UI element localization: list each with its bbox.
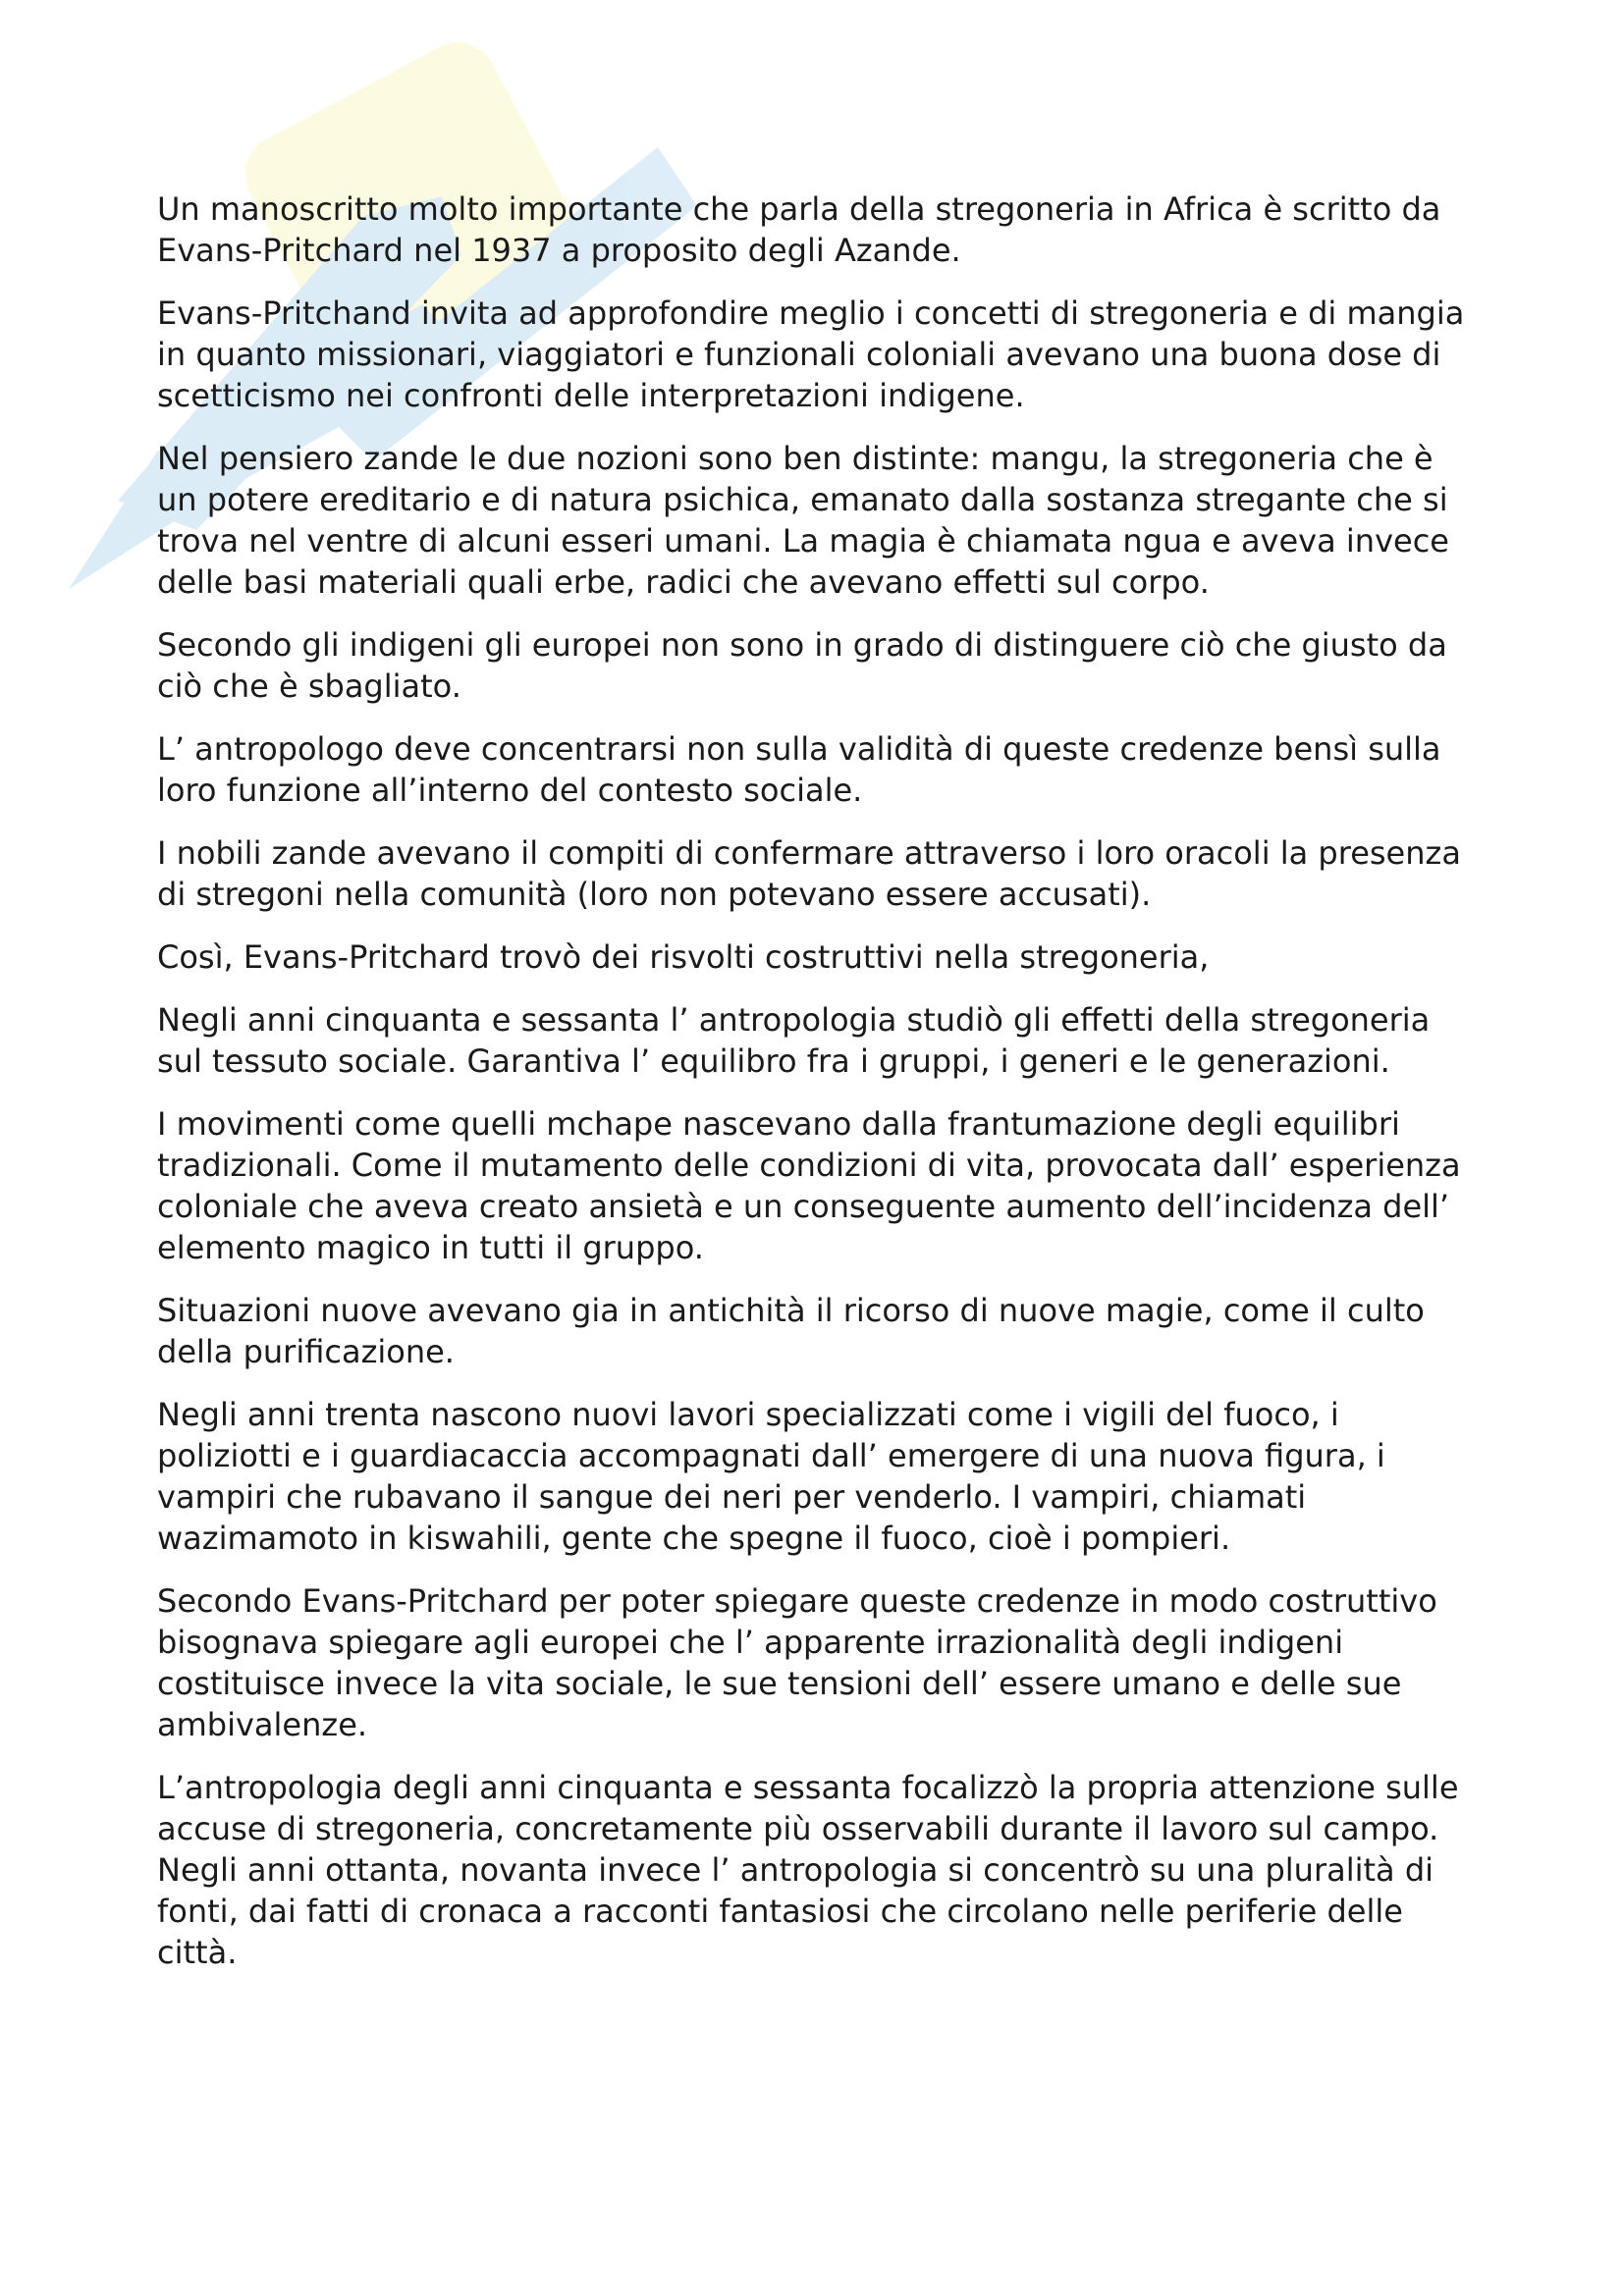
paragraph-1: Un manoscritto molto importante che parla della stregoneria in Africa è scritto da Evans-Pritchard nel 1937 a proposito degli Azande.	[157, 190, 1441, 269]
document-body	[157, 188, 1473, 1995]
paragraph-13: L’antropologia degli anni cinquanta e sessanta focalizzò la propria attenzione sulle accuse di stregoneria, concretamente più osservabili durante il lavoro sul campo. Negli anni ottanta, novanta invece l’ antropologia si concentrò su una pluralità di fonti, dai fatti di cronaca a racconti fantasiosi che circolano nelle periferie delle città.	[157, 1769, 1459, 1971]
paragraph-7: Così, Evans-Pritchard trovò dei risvolti costruttivi nella stregoneria,	[157, 938, 1210, 976]
paragraph-4: Secondo gli indigeni gli europei non sono in grado di distinguere ciò che giusto da ciò che è sbagliato.	[157, 626, 1447, 705]
paragraph-8: Negli anni cinquanta e sessanta l’ antropologia studiò gli effetti della stregoneria sul tessuto sociale. Garantiva l’ equilibro fra i gruppi, i generi e le generazioni.	[157, 1001, 1431, 1080]
paragraph-11: Negli anni trenta nascono nuovi lavori specializzati come i vigili del fuoco, i poliziotti e i guardiacaccia accompagnati dall’ emergere di una nuova figura, i vampiri che rubavano il sangue dei neri per venderlo. I vampiri, chiamati wazimamoto in kiswahili, gente che spegne il fuoco, cioè i pompieri.	[157, 1396, 1385, 1557]
paragraph-5: L’ antropologo deve concentrarsi non sulla validità di queste credenze bensì sulla loro funzione all’interno del contesto sociale.	[157, 730, 1441, 809]
paragraph-6: I nobili zande avevano il compiti di confermare attraverso i loro oracoli la presenza di stregoni nella comunità (loro non potevano essere accusati).	[157, 834, 1461, 913]
paragraph-2: Evans-Pritchand invita ad approfondire meglio i concetti di stregoneria e di mangia in quanto missionari, viaggiatori e funzionali coloniali avevano una buona dose di scetticismo nei confronti delle interpretazioni indigene.	[157, 294, 1465, 414]
paragraph-10: Situazioni nuove avevano gia in antichità il ricorso di nuove magie, come il culto della purificazione.	[157, 1292, 1425, 1370]
paragraph-9: I movimenti come quelli mchape nascevano dalla frantumazione degli equilibri tradizionali. Come il mutamento delle condizioni di vita, provocata dall’ esperienza coloniale che aveva creato ansietà e un conseguente aumento dell’incidenza dell’ elemento magico in tutti il gruppo.	[157, 1105, 1461, 1266]
paragraph-3: Nel pensiero zande le due nozioni sono ben distinte: mangu, la stregoneria che è un potere ereditario e di natura psichica, emanato dalla sostanza stregante che si trova nel ventre di alcuni esseri umani. La magia è chiamata ngua e aveva invece delle basi materiali quali erbe, radici che avevano effetti sul corpo.	[157, 440, 1449, 601]
paragraph-12: Secondo Evans-Pritchard per poter spiegare queste credenze in modo costruttivo bisognava spiegare agli europei che l’ apparente irrazionalità degli indigeni costituisce invece la vita sociale, le sue tensioni dell’ essere umano e delle sue ambivalenze.	[157, 1582, 1437, 1743]
